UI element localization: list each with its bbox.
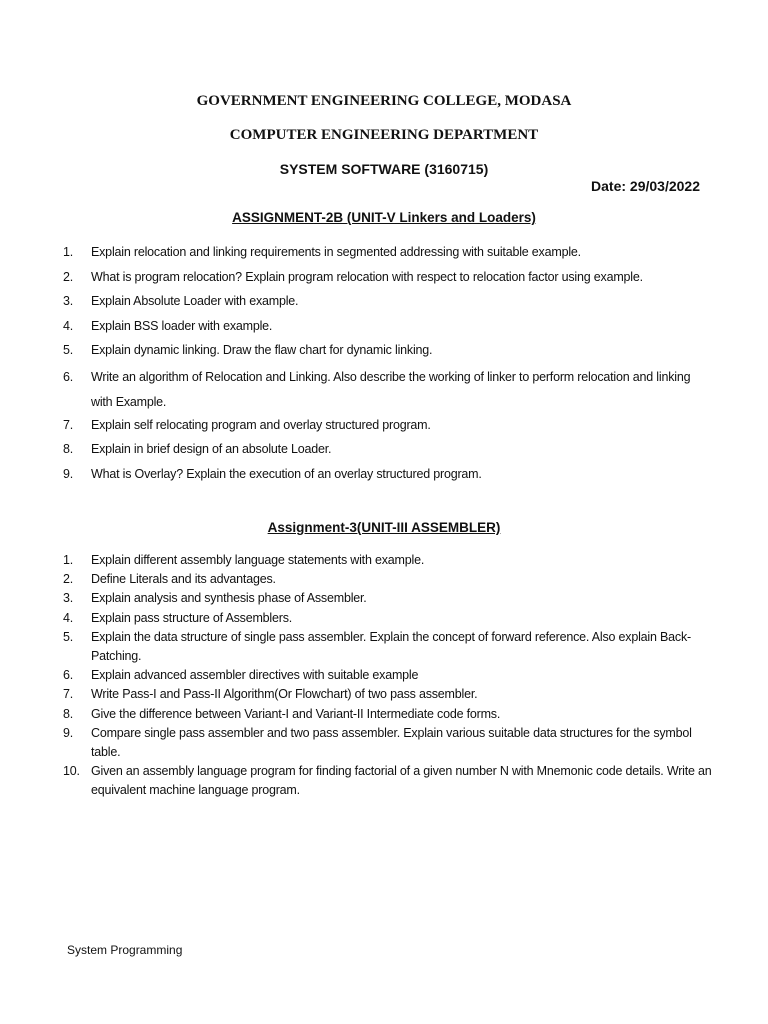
question-number: 8. bbox=[63, 706, 74, 721]
question-item bbox=[63, 464, 713, 484]
question-item bbox=[63, 242, 713, 262]
section-title-assignment-3: Assignment-3(UNIT-III ASSEMBLER) bbox=[267, 520, 501, 535]
question-item bbox=[63, 291, 713, 311]
question-item bbox=[63, 551, 713, 570]
question-item bbox=[63, 439, 713, 459]
question-number: 10. bbox=[63, 764, 80, 779]
question-item bbox=[63, 415, 713, 435]
question-number: 7. bbox=[63, 687, 74, 702]
page-footer: System Programming bbox=[67, 943, 183, 957]
question-number: 8. bbox=[63, 442, 74, 456]
question-text: What is program relocation? Explain program relocation with respect to relocation factor using example. bbox=[91, 269, 643, 284]
question-item bbox=[63, 762, 713, 800]
question-number: 7. bbox=[63, 417, 74, 432]
question-item bbox=[63, 267, 713, 287]
question-item bbox=[63, 628, 713, 666]
section-title-assignment-2b: ASSIGNMENT-2B (UNIT-V Linkers and Loaders) bbox=[232, 210, 536, 225]
department-title: COMPUTER ENGINEERING DEPARTMENT bbox=[229, 127, 539, 143]
question-text: Given an assembly language program for finding factorial of a given number N with Mnemonic code details. Write an equivalent machine language program. bbox=[91, 764, 712, 798]
question-list-assignment-2b bbox=[63, 242, 713, 488]
question-item bbox=[63, 340, 713, 360]
assignment-date: Date: 29/03/2022 bbox=[591, 178, 700, 194]
question-number: 2. bbox=[63, 269, 74, 284]
question-text: Write an algorithm of Relocation and Linking. Also describe the working of linker to perform relocation and linking with Example. bbox=[91, 369, 691, 409]
question-number: 9. bbox=[63, 466, 74, 481]
question-text: What is Overlay? Explain the execution of an overlay structured program. bbox=[91, 466, 482, 481]
question-text: Explain different assembly language statements with example. bbox=[91, 553, 425, 567]
question-text: Explain advanced assembler directives with suitable example bbox=[91, 668, 419, 683]
question-text: Compare single pass assembler and two pass assembler. Explain various suitable data structures for the symbol table. bbox=[91, 725, 692, 760]
question-number: 5. bbox=[63, 629, 74, 644]
question-item bbox=[63, 316, 713, 336]
question-text: Explain pass structure of Assemblers. bbox=[91, 610, 293, 625]
question-list-assignment-3 bbox=[63, 551, 713, 801]
question-item bbox=[63, 570, 713, 589]
question-text: Explain in brief design of an absolute Loader. bbox=[91, 442, 332, 456]
question-number: 4. bbox=[63, 610, 74, 625]
question-item bbox=[63, 705, 713, 724]
question-text: Explain analysis and synthesis phase of Assembler. bbox=[91, 591, 367, 606]
question-text: Write Pass-I and Pass-II Algorithm(Or Flowchart) of two pass assembler. bbox=[91, 687, 478, 702]
question-number: 9. bbox=[63, 725, 74, 740]
question-number: 1. bbox=[63, 245, 74, 259]
question-item bbox=[63, 365, 713, 415]
question-text: Give the difference between Variant-I and Variant-II Intermediate code forms. bbox=[91, 706, 501, 721]
question-number: 3. bbox=[63, 591, 74, 606]
college-title: GOVERNMENT ENGINEERING COLLEGE, MODASA bbox=[196, 93, 572, 109]
question-number: 4. bbox=[63, 318, 74, 333]
question-item bbox=[63, 685, 713, 704]
question-text: Explain the data structure of single pass assembler. Explain the concept of forward reference. Also explain Back-Patching. bbox=[91, 629, 691, 664]
question-text: Explain dynamic linking. Draw the flaw chart for dynamic linking. bbox=[91, 343, 433, 357]
question-item bbox=[63, 609, 713, 628]
question-text: Explain self relocating program and overlay structured program. bbox=[91, 417, 431, 432]
question-item bbox=[63, 724, 713, 762]
question-item bbox=[63, 589, 713, 608]
question-number: 6. bbox=[63, 668, 74, 683]
question-number: 3. bbox=[63, 294, 74, 308]
question-text: Explain Absolute Loader with example. bbox=[91, 294, 299, 308]
question-number: 1. bbox=[63, 553, 74, 567]
question-text: Define Literals and its advantages. bbox=[91, 572, 276, 587]
question-number: 5. bbox=[63, 343, 74, 357]
question-number: 2. bbox=[63, 572, 74, 587]
question-number: 6. bbox=[63, 369, 74, 384]
question-text: Explain relocation and linking requirements in segmented addressing with suitable example. bbox=[91, 245, 581, 259]
subject-title: SYSTEM SOFTWARE (3160715) bbox=[279, 161, 489, 177]
question-text: Explain BSS loader with example. bbox=[91, 318, 273, 333]
question-item bbox=[63, 666, 713, 685]
